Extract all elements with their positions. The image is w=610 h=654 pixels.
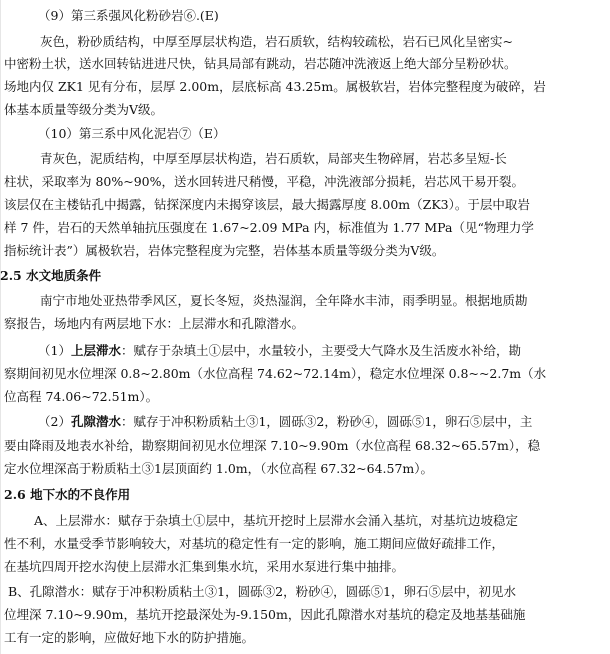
body-line: 位高程 74.06~72.51m）。 bbox=[4, 389, 159, 404]
rock-layer-9-heading: （9）第三系强风化粉砂岩⑥.(E) bbox=[38, 8, 219, 23]
item-number: （1） bbox=[38, 343, 71, 358]
page-edge bbox=[0, 0, 1, 654]
body-line: 柱状，采取率为 80%~90%，送水回转进尺稍慢，平稳，冲洗液部分损耗，岩芯风干易开裂。 bbox=[4, 174, 525, 189]
body-line: 察期间初见水位埋深 0.8~2.80m（水位高程 74.62~72.14m），稳定水位埋深 0.8~~2.7m（水 bbox=[4, 366, 547, 381]
body-line: 位埋深 7.10~9.90m，基坑开挖最深处为-9.150m，因此孔隙潜水对基坑的稳定及地基基础施 bbox=[4, 607, 526, 622]
pore-water-item bbox=[38, 414, 532, 430]
body-line: 青灰色，泥质结构，中厚至厚层状构造，岩石质软，局部夹生物碎屑，岩芯多呈短-长 bbox=[40, 151, 507, 166]
term-pore-water: 孔隙潜水 bbox=[70, 414, 121, 429]
item-text: ：赋存于冲积粉质粘土③1，圆砾③2，粉砂④，圆砾⑤1，卵石⑤层中，主 bbox=[120, 414, 533, 429]
body-line: 场地内仅 ZK1 见有分布，层厚 2.00m，层底标高 43.25m。属极软岩，岩体完整程度为破碎，岩 bbox=[4, 79, 546, 94]
body-line: 要由降雨及地表水补给，勘察期间初见水位埋深 7.10~9.90m（水位高程 68.32~65.57m），稳 bbox=[4, 438, 541, 453]
perched-water-item bbox=[38, 343, 521, 359]
body-line: 该层仅在主楼钻孔中揭露，钻探深度内未揭穿该层，最大揭露厚度 8.00m（ZK3）。于层中取岩 bbox=[4, 197, 530, 212]
body-line: B、孔隙潜水：赋存于冲积粉质粘土③1，圆砾③2，粉砂④，圆砾⑤1，卵石⑤层中，初见水 bbox=[8, 584, 517, 599]
item-text: ：赋存于杂填土①层中，水量较小，主要受大气降水及生活废水补给，勘 bbox=[120, 343, 521, 358]
body-line: 南宁市地处亚热带季风区，夏长冬短，炎热湿润，全年降水丰沛，雨季明显。根据地质勘 bbox=[40, 293, 528, 308]
body-line: 性不利，水量受季节影响较大，对基坑的稳定性有一定的影响，施工期间应做好疏排工作， bbox=[4, 536, 505, 551]
body-line: 灰色，粉砂质结构，中厚至厚层状构造，岩石质软，结构较疏松，岩石已风化呈密实~ bbox=[40, 34, 513, 49]
section-title-2-6: 2.6 地下水的不良作用 bbox=[4, 487, 131, 502]
body-line: 察报告，场地内有两层地下水：上层滞水和孔隙潜水。 bbox=[4, 316, 305, 331]
body-line: 中密粉土状，送水回转钻进进尺快，钻具局部有跳动，岩芯随冲洗液返上绝大部分呈粉砂状。 bbox=[4, 56, 517, 71]
body-line: A、上层滞水：赋存于杂填土①层中，基坑开挖时上层滞水会涌入基坑，对基坑边坡稳定 bbox=[34, 513, 519, 528]
body-line: 指标统计表”）属极软岩，岩体完整程度为完整，岩体基本质量等级分类为Ⅴ级。 bbox=[4, 243, 445, 258]
body-line: 在基坑四周开挖水沟使上层滞水汇集到集水坑，采用水泵进行集中抽排。 bbox=[4, 559, 405, 574]
section-title-2-5: 2.5 水文地质条件 bbox=[0, 268, 102, 283]
body-line: 样 7 件，岩石的天然单轴抗压强度在 1.67~2.09 MPa 内，标准值为 1.77 MPa（见“物理力学 bbox=[4, 220, 534, 235]
rock-layer-10-heading: （10）第三系中风化泥岩⑦（E） bbox=[38, 126, 226, 141]
item-number: （2） bbox=[38, 414, 71, 429]
body-line: 工有一定的影响，应做好地下水的防护措施。 bbox=[4, 630, 255, 645]
body-line: 体基本质量等级分类为Ⅴ级。 bbox=[4, 102, 164, 117]
term-perched-water: 上层滞水 bbox=[70, 343, 121, 358]
body-line: 定水位埋深高于粉质粘土③1层顶面约 1.0m，（水位高程 67.32~64.57m）。 bbox=[4, 461, 434, 476]
